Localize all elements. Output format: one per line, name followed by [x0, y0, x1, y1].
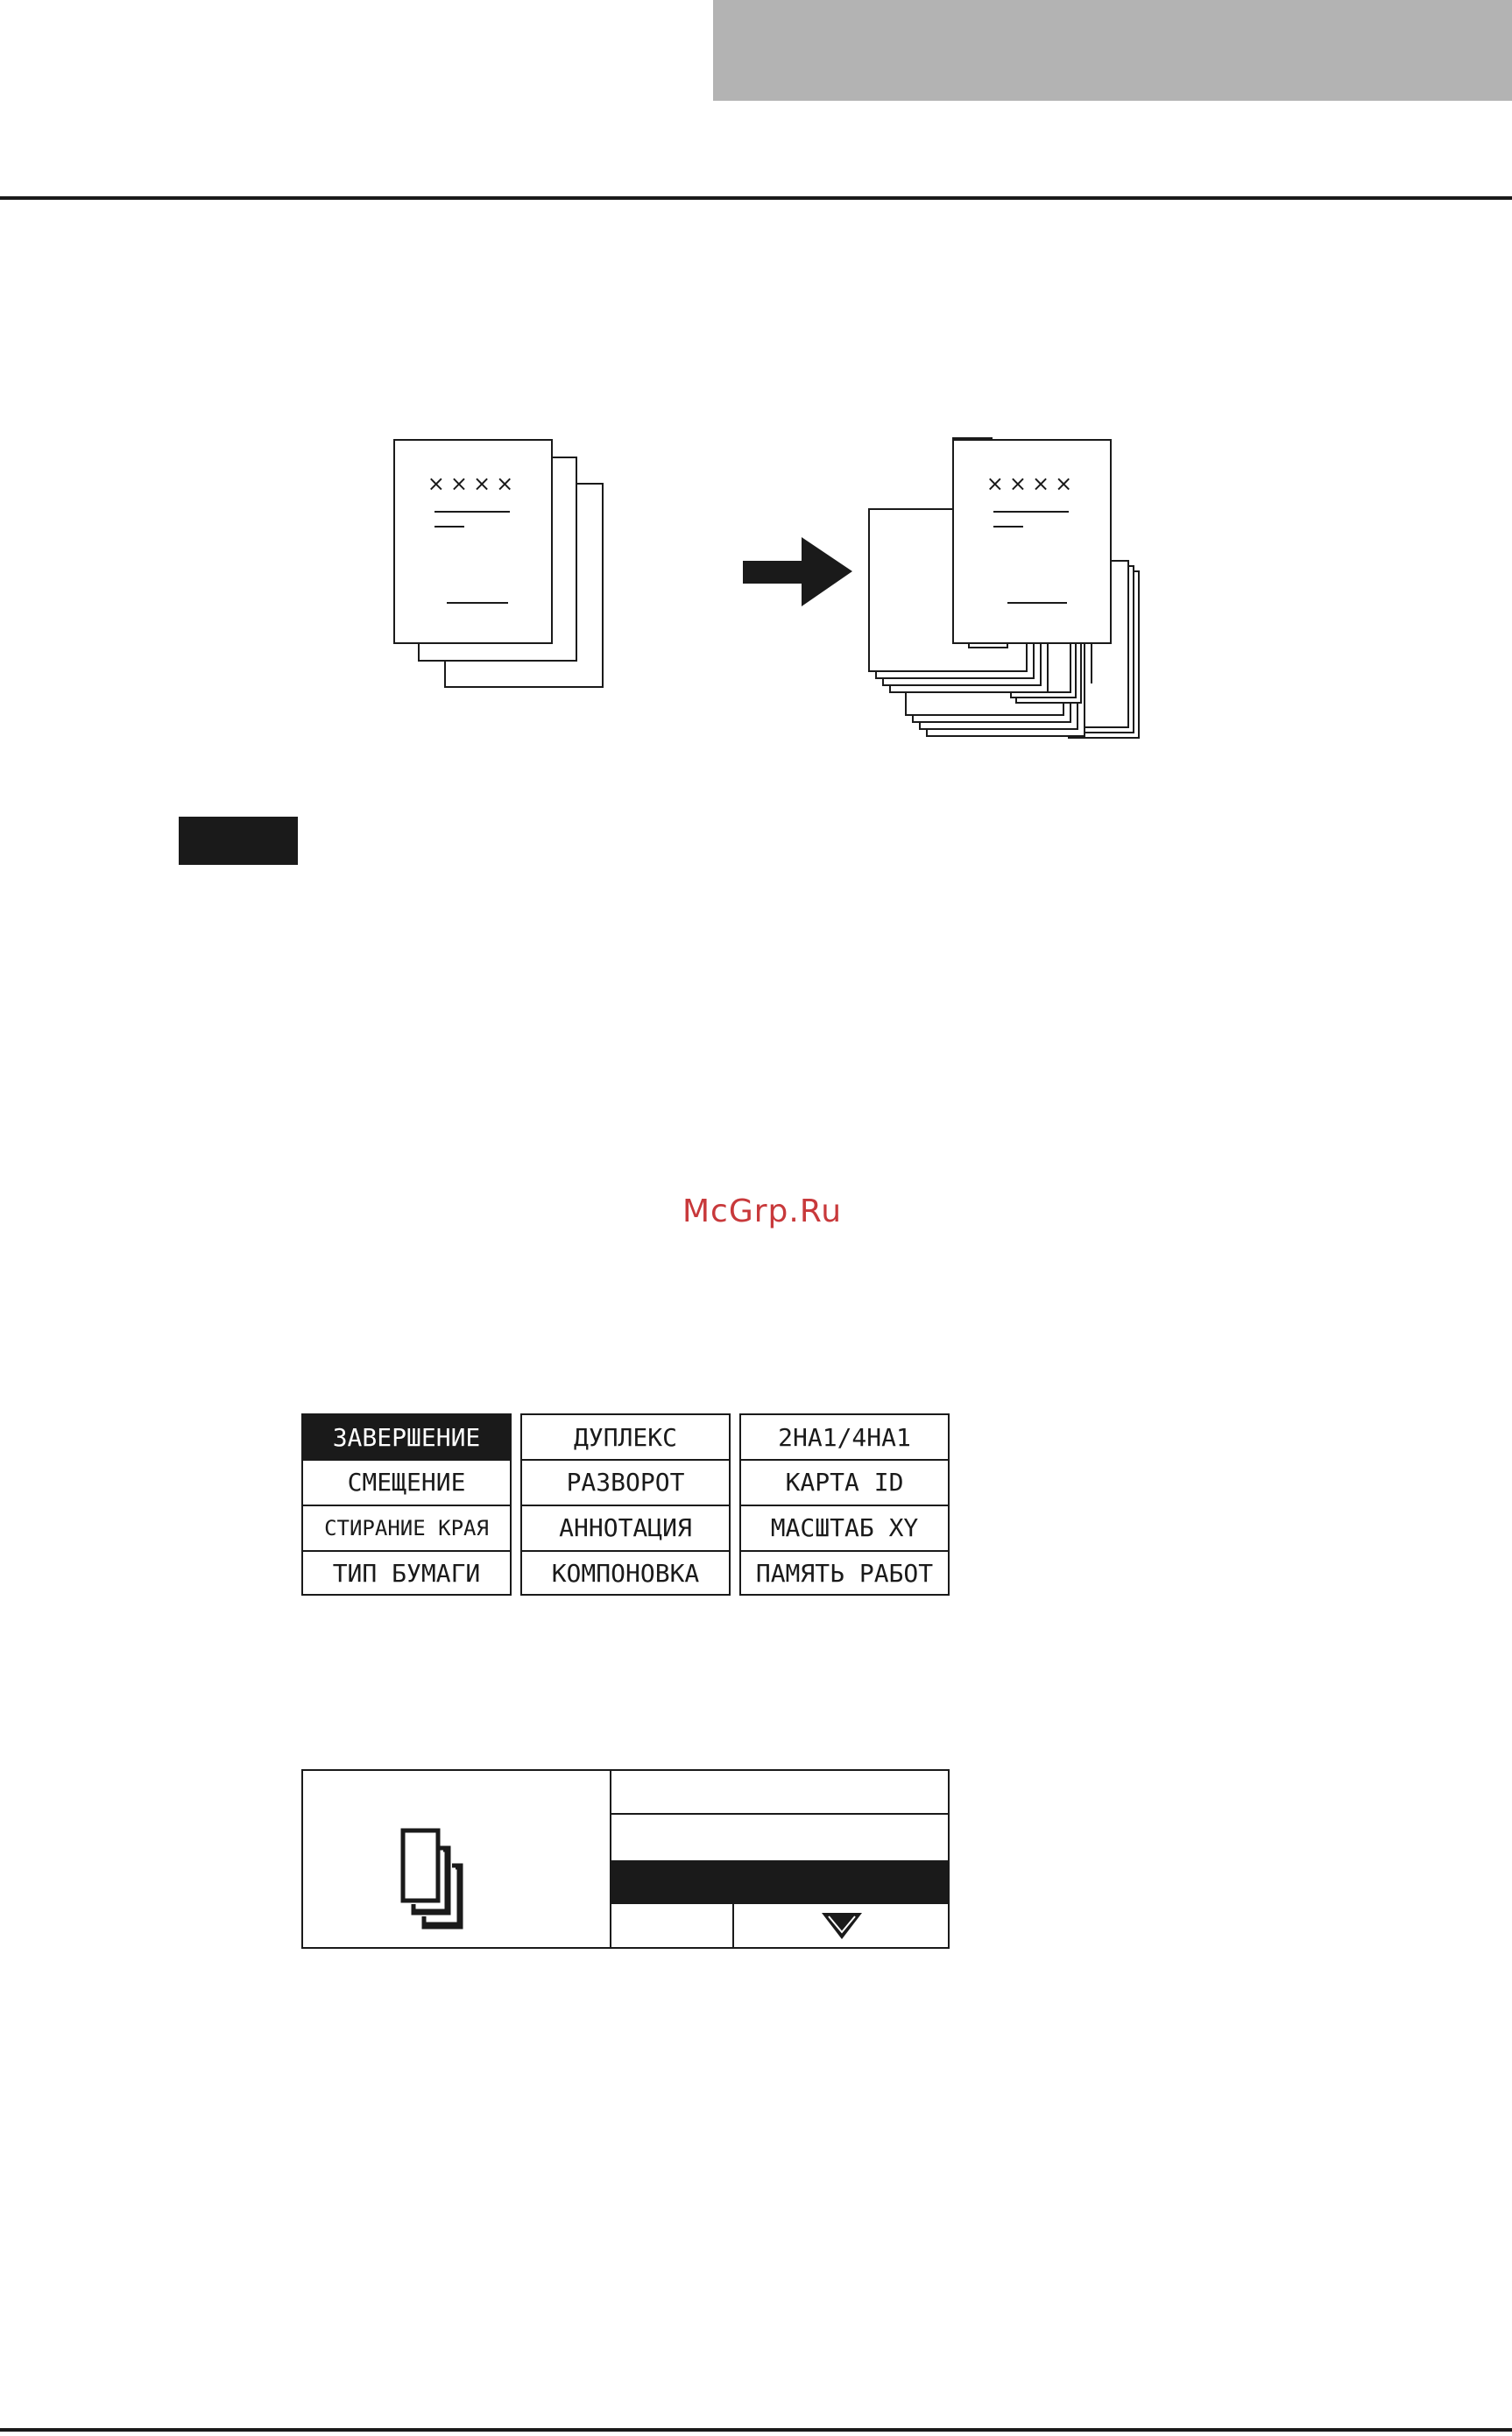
- watermark: McGrp.Ru: [682, 1193, 843, 1229]
- arrow-icon: [743, 537, 852, 606]
- screen-option-row-selected[interactable]: [611, 1860, 948, 1904]
- menu-item-job-memory[interactable]: ПАМЯТЬ РАБОТ: [741, 1550, 948, 1595]
- menu-column-2: [520, 1413, 731, 1596]
- menu-item-book[interactable]: РАЗВОРОТ: [522, 1459, 729, 1504]
- sort-illustration: [368, 421, 1314, 754]
- screen-option-row[interactable]: [611, 1771, 948, 1815]
- original-marks: ××××: [427, 471, 519, 496]
- bottom-rule: [0, 2428, 1512, 2432]
- menu-item-layout[interactable]: КОМПОНОВКА: [522, 1550, 729, 1595]
- menu-item-2in1-4in1[interactable]: 2НА1/4НА1: [778, 1422, 911, 1452]
- menu-item-finishing[interactable]: ЗАВЕРШЕНИЕ: [303, 1415, 510, 1459]
- menu-item-xy-zoom[interactable]: МАСШТАБ XY: [741, 1505, 948, 1549]
- screen-footer: [611, 1904, 948, 1947]
- scroll-down-icon: [820, 1911, 864, 1941]
- menu-item-annotation[interactable]: АННОТАЦИЯ: [522, 1505, 729, 1549]
- sort-copies-icon: [391, 1823, 505, 1937]
- top-rule: [0, 196, 1512, 200]
- header-band: [713, 0, 1512, 101]
- front-copy: [953, 440, 1111, 643]
- function-menu-panel: [301, 1413, 950, 1596]
- screen-footer-blank: [611, 1904, 734, 1947]
- screen-option-list: [610, 1771, 948, 1947]
- note-label-box: [179, 817, 298, 865]
- screen-option-row[interactable]: [611, 1815, 948, 1860]
- menu-item-shift[interactable]: СМЕЩЕНИЕ: [303, 1459, 510, 1504]
- finishing-screen-panel: [301, 1769, 950, 1949]
- copy-marks: ××××: [986, 471, 1078, 496]
- menu-item-edge-erase[interactable]: СТИРАНИЕ КРАЯ: [303, 1505, 510, 1549]
- scroll-down-button[interactable]: [734, 1904, 950, 1947]
- menu-item-paper-type[interactable]: ТИП БУМАГИ: [303, 1550, 510, 1595]
- menu-item-id-card[interactable]: КАРТА ID: [741, 1459, 948, 1504]
- menu-column-1: [301, 1413, 512, 1596]
- menu-column-3: [739, 1413, 950, 1596]
- menu-item-duplex[interactable]: ДУПЛЕКС: [573, 1422, 677, 1452]
